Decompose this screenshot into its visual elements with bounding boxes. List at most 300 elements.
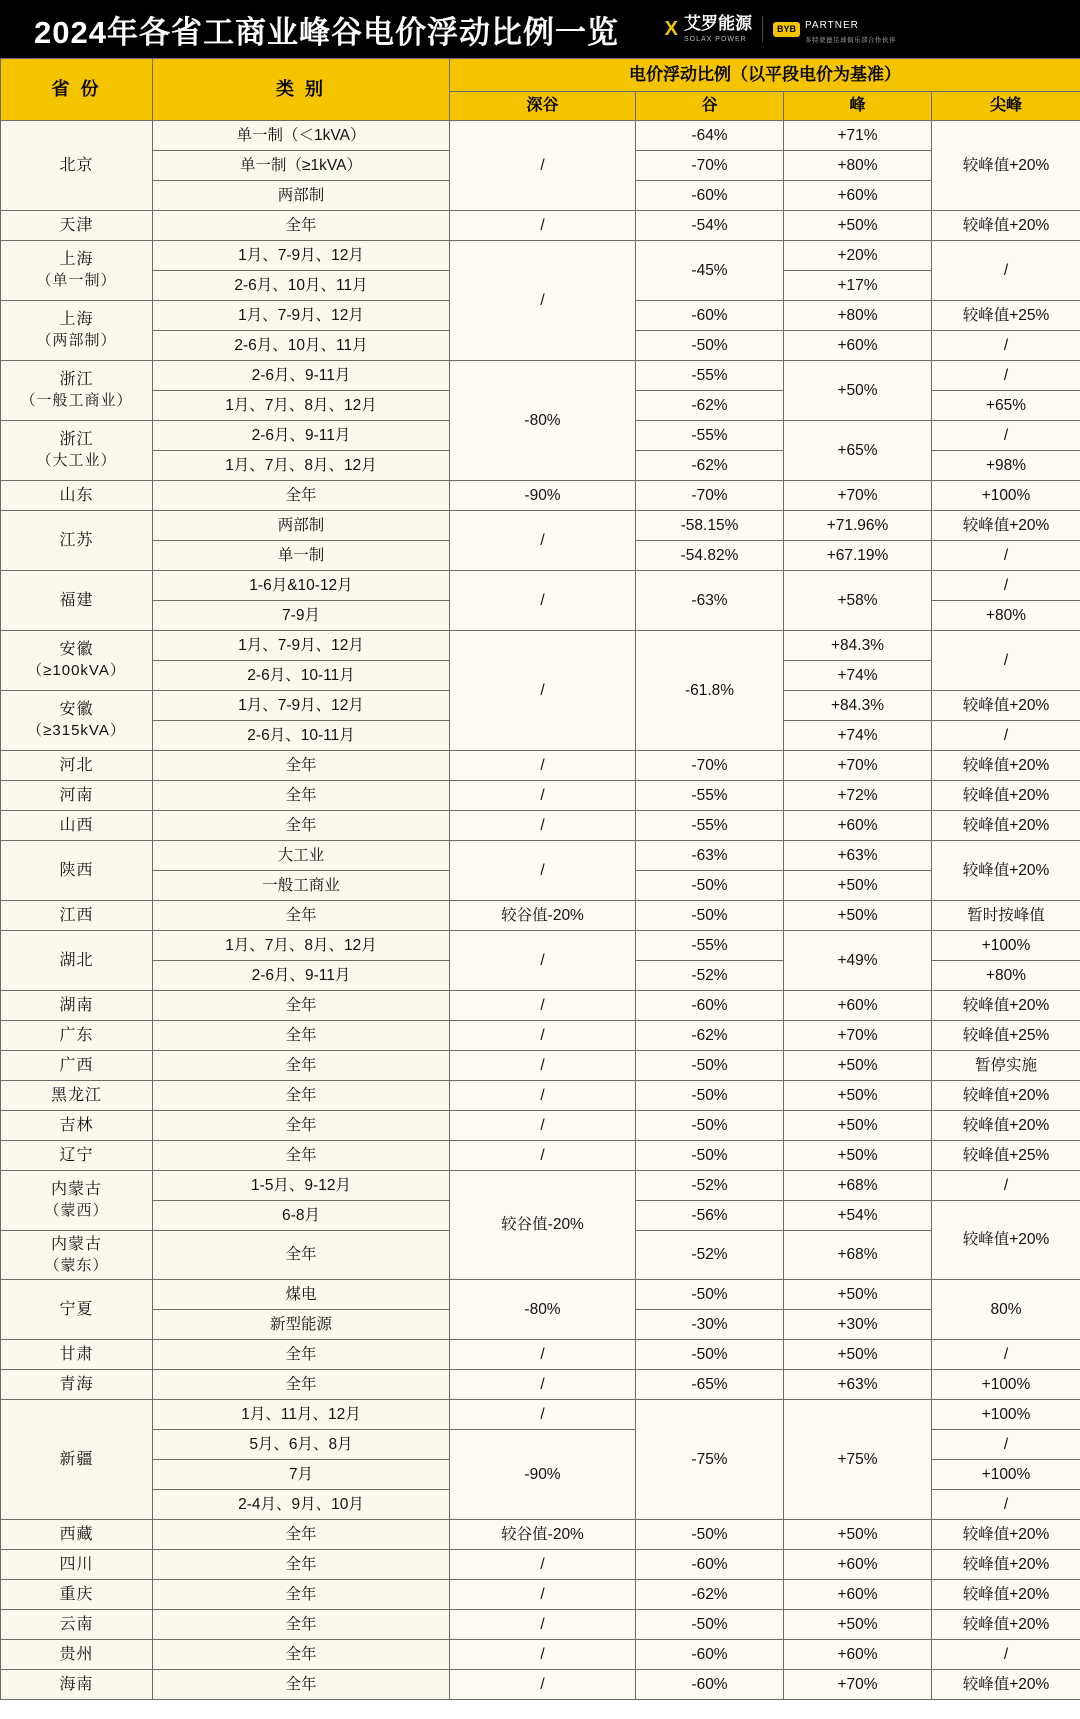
cell-category: 全年 (153, 751, 450, 781)
cell-deep-valley: / (450, 841, 636, 901)
cell-valley: -55% (636, 361, 784, 391)
cell-sharp-peak: / (932, 1490, 1080, 1520)
cell-province: 上海 （单一制） (1, 241, 153, 301)
page-title: 2024年各省工商业峰谷电价浮动比例一览 (34, 14, 619, 50)
cell-deep-valley: -80% (450, 361, 636, 481)
cell-deep-valley: -80% (450, 1280, 636, 1340)
header-sharp-peak: 尖峰 (932, 92, 1080, 121)
cell-province: 内蒙古 （蒙东） (1, 1231, 153, 1280)
cell-category: 全年 (153, 1610, 450, 1640)
cell-valley: -60% (636, 991, 784, 1021)
cell-category: 两部制 (153, 181, 450, 211)
cell-valley: -60% (636, 1550, 784, 1580)
cell-valley: -60% (636, 1640, 784, 1670)
table-body (1, 121, 1080, 1700)
cell-peak: +71.96% (784, 511, 932, 541)
cell-sharp-peak: 较峰值+20% (932, 691, 1080, 721)
cell-province: 湖北 (1, 931, 153, 991)
cell-category: 全年 (153, 481, 450, 511)
cell-category: 1月、7月、8月、12月 (153, 931, 450, 961)
cell-sharp-peak: +100% (932, 481, 1080, 511)
cell-valley: -50% (636, 1610, 784, 1640)
cell-category: 全年 (153, 1550, 450, 1580)
cell-peak: +17% (784, 271, 932, 301)
cell-deep-valley: / (450, 571, 636, 631)
cell-valley: -50% (636, 1141, 784, 1171)
cell-peak: +80% (784, 151, 932, 181)
cell-peak: +50% (784, 1111, 932, 1141)
partner-logo (773, 15, 896, 44)
cell-valley: -56% (636, 1201, 784, 1231)
table-row (1, 571, 1080, 601)
cell-deep-valley: 较谷值-20% (450, 1520, 636, 1550)
cell-valley: -62% (636, 1021, 784, 1051)
cell-deep-valley: / (450, 1580, 636, 1610)
cell-category: 全年 (153, 211, 450, 241)
cell-deep-valley: / (450, 1081, 636, 1111)
cell-sharp-peak: 较峰值+20% (932, 1550, 1080, 1580)
cell-valley: -50% (636, 1051, 784, 1081)
cell-valley: -70% (636, 151, 784, 181)
cell-sharp-peak: 较峰值+25% (932, 1021, 1080, 1051)
cell-peak: +50% (784, 1520, 932, 1550)
cell-category: 2-6月、10-11月 (153, 721, 450, 751)
cell-category: 1月、11月、12月 (153, 1400, 450, 1430)
table-row (1, 1021, 1080, 1051)
cell-valley: -62% (636, 451, 784, 481)
cell-sharp-peak: +100% (932, 1400, 1080, 1430)
cell-province: 贵州 (1, 1640, 153, 1670)
cell-valley: -50% (636, 1280, 784, 1310)
cell-peak: +74% (784, 721, 932, 751)
cell-valley: -50% (636, 1111, 784, 1141)
cell-province: 新疆 (1, 1400, 153, 1520)
cell-valley: -50% (636, 871, 784, 901)
cell-peak: +84.3% (784, 691, 932, 721)
cell-sharp-peak: +100% (932, 1460, 1080, 1490)
cell-peak: +50% (784, 1610, 932, 1640)
cell-peak: +63% (784, 841, 932, 871)
cell-peak: +63% (784, 1370, 932, 1400)
cell-category: 全年 (153, 781, 450, 811)
cell-deep-valley: -90% (450, 481, 636, 511)
cell-category: 6-8月 (153, 1201, 450, 1231)
table-row (1, 1340, 1080, 1370)
cell-category: 2-6月、9-11月 (153, 361, 450, 391)
cell-category: 全年 (153, 811, 450, 841)
cell-category: 2-6月、9-11月 (153, 421, 450, 451)
cell-sharp-peak: 较峰值+20% (932, 1081, 1080, 1111)
cell-valley: -55% (636, 781, 784, 811)
cell-sharp-peak: 较峰值+25% (932, 301, 1080, 331)
table-row (1, 1370, 1080, 1400)
cell-peak: +75% (784, 1400, 932, 1520)
cell-sharp-peak: / (932, 631, 1080, 691)
cell-province: 辽宁 (1, 1141, 153, 1171)
cell-category: 全年 (153, 1370, 450, 1400)
cell-peak: +65% (784, 421, 932, 481)
cell-province: 陕西 (1, 841, 153, 901)
cell-deep-valley: / (450, 1550, 636, 1580)
table-row (1, 1670, 1080, 1700)
cell-sharp-peak: 较峰值+20% (932, 511, 1080, 541)
cell-deep-valley: / (450, 121, 636, 211)
cell-category: 全年 (153, 1670, 450, 1700)
table-row (1, 361, 1080, 391)
table-row (1, 1051, 1080, 1081)
x-logo-icon: X (664, 18, 678, 40)
cell-category: 全年 (153, 991, 450, 1021)
cell-sharp-peak: +98% (932, 451, 1080, 481)
cell-province: 吉林 (1, 1111, 153, 1141)
cell-deep-valley: / (450, 1640, 636, 1670)
cell-sharp-peak: +65% (932, 391, 1080, 421)
cell-province: 宁夏 (1, 1280, 153, 1340)
cell-valley: -50% (636, 1520, 784, 1550)
cell-deep-valley: / (450, 1051, 636, 1081)
cell-category: 两部制 (153, 511, 450, 541)
cell-category: 1月、7-9月、12月 (153, 631, 450, 661)
cell-sharp-peak: 较峰值+20% (932, 751, 1080, 781)
header-valley: 谷 (636, 92, 784, 121)
cell-category: 大工业 (153, 841, 450, 871)
cell-province: 福建 (1, 571, 153, 631)
cell-sharp-peak: / (932, 721, 1080, 751)
cell-province: 山东 (1, 481, 153, 511)
cell-peak: +60% (784, 181, 932, 211)
cell-sharp-peak: / (932, 541, 1080, 571)
cell-sharp-peak: / (932, 421, 1080, 451)
cell-category: 全年 (153, 1051, 450, 1081)
cell-sharp-peak: 较峰值+20% (932, 1610, 1080, 1640)
cell-category: 7月 (153, 1460, 450, 1490)
solax-logo (665, 15, 752, 43)
cell-valley: -61.8% (636, 631, 784, 751)
cell-valley: -54% (636, 211, 784, 241)
cell-peak: +60% (784, 1550, 932, 1580)
table-row (1, 211, 1080, 241)
cell-category: 全年 (153, 1340, 450, 1370)
cell-valley: -54.82% (636, 541, 784, 571)
cell-peak: +50% (784, 1280, 932, 1310)
cell-peak: +58% (784, 571, 932, 631)
cell-category: 全年 (153, 1081, 450, 1111)
cell-sharp-peak: 较峰值+20% (932, 1580, 1080, 1610)
cell-peak: +67.19% (784, 541, 932, 571)
cell-province: 湖南 (1, 991, 153, 1021)
cell-province: 上海 （两部制） (1, 301, 153, 361)
cell-deep-valley: / (450, 991, 636, 1021)
partner-label: PARTNER (805, 19, 859, 31)
cell-peak: +20% (784, 241, 932, 271)
cell-peak: +70% (784, 751, 932, 781)
cell-category: 7-9月 (153, 601, 450, 631)
cell-sharp-peak: / (932, 241, 1080, 301)
cell-category: 单一制（＜1kVA） (153, 121, 450, 151)
cell-deep-valley: / (450, 811, 636, 841)
cell-valley: -50% (636, 1081, 784, 1111)
cell-deep-valley: / (450, 1400, 636, 1430)
cell-peak: +60% (784, 991, 932, 1021)
cell-peak: +60% (784, 1640, 932, 1670)
table-row (1, 1520, 1080, 1550)
header-category: 类 别 (153, 59, 450, 121)
table-row (1, 1141, 1080, 1171)
table-row (1, 511, 1080, 541)
cell-province: 安徽 （≥315kVA） (1, 691, 153, 751)
cell-sharp-peak: / (932, 1430, 1080, 1460)
cell-province: 广西 (1, 1051, 153, 1081)
cell-peak: +50% (784, 1051, 932, 1081)
table-header (1, 59, 1080, 121)
cell-province: 江西 (1, 901, 153, 931)
cell-peak: +50% (784, 361, 932, 421)
table-row (1, 901, 1080, 931)
cell-province: 西藏 (1, 1520, 153, 1550)
cell-deep-valley: / (450, 241, 636, 361)
cell-category: 全年 (153, 1111, 450, 1141)
cell-peak: +60% (784, 811, 932, 841)
cell-deep-valley: / (450, 1111, 636, 1141)
cell-valley: -52% (636, 1231, 784, 1280)
cell-valley: -45% (636, 241, 784, 301)
cell-sharp-peak: 较峰值+20% (932, 1111, 1080, 1141)
table-row (1, 1640, 1080, 1670)
cell-province: 河北 (1, 751, 153, 781)
cell-peak: +30% (784, 1310, 932, 1340)
cell-deep-valley: -90% (450, 1430, 636, 1520)
cell-category: 2-4月、9月、10月 (153, 1490, 450, 1520)
cell-sharp-peak: / (932, 1340, 1080, 1370)
cell-valley: -50% (636, 901, 784, 931)
cell-sharp-peak: +100% (932, 931, 1080, 961)
cell-peak: +60% (784, 1580, 932, 1610)
table-row (1, 1111, 1080, 1141)
cell-valley: -55% (636, 421, 784, 451)
table-row (1, 1580, 1080, 1610)
cell-valley: -52% (636, 961, 784, 991)
cell-category: 1-5月、9-12月 (153, 1171, 450, 1201)
electricity-price-table (0, 58, 1080, 1700)
cell-category: 1月、7月、8月、12月 (153, 451, 450, 481)
cell-deep-valley: / (450, 1370, 636, 1400)
cell-peak: +50% (784, 1340, 932, 1370)
cell-province: 江苏 (1, 511, 153, 571)
table-row (1, 1081, 1080, 1111)
cell-peak: +50% (784, 1081, 932, 1111)
table-row (1, 481, 1080, 511)
cell-peak: +70% (784, 1021, 932, 1051)
cell-sharp-peak: +100% (932, 1370, 1080, 1400)
cell-deep-valley: / (450, 1670, 636, 1700)
cell-valley: -55% (636, 811, 784, 841)
cell-sharp-peak: / (932, 361, 1080, 391)
cell-valley: -60% (636, 181, 784, 211)
header-group-ratio: 电价浮动比例（以平段电价为基准） (450, 59, 1080, 92)
cell-deep-valley: / (450, 1610, 636, 1640)
cell-category: 2-6月、10-11月 (153, 661, 450, 691)
cell-valley: -65% (636, 1370, 784, 1400)
cell-valley: -70% (636, 751, 784, 781)
cell-sharp-peak: / (932, 1640, 1080, 1670)
cell-province: 海南 (1, 1670, 153, 1700)
partner-sub-label: 多特蒙德足球俱乐部合作伙伴 (805, 36, 896, 44)
cell-province: 重庆 (1, 1580, 153, 1610)
cell-peak: +50% (784, 211, 932, 241)
cell-category: 1月、7月、8月、12月 (153, 391, 450, 421)
cell-peak: +70% (784, 481, 932, 511)
cell-sharp-peak: +80% (932, 961, 1080, 991)
cell-deep-valley: / (450, 1021, 636, 1051)
cell-peak: +49% (784, 931, 932, 991)
header-peak: 峰 (784, 92, 932, 121)
cell-province: 云南 (1, 1610, 153, 1640)
cell-category: 5月、6月、8月 (153, 1430, 450, 1460)
table-row (1, 1400, 1080, 1430)
cell-deep-valley: / (450, 781, 636, 811)
brand-name-en: SOLAX POWER (683, 36, 747, 43)
cell-province: 甘肃 (1, 1340, 153, 1370)
cell-peak: +50% (784, 871, 932, 901)
table-row (1, 991, 1080, 1021)
header-deep-valley: 深谷 (450, 92, 636, 121)
cell-valley: -63% (636, 841, 784, 871)
cell-category: 全年 (153, 1231, 450, 1280)
page-header (0, 0, 1080, 58)
cell-peak: +71% (784, 121, 932, 151)
cell-sharp-peak: 较峰值+25% (932, 1141, 1080, 1171)
table-row (1, 811, 1080, 841)
cell-category: 2-6月、9-11月 (153, 961, 450, 991)
cell-province: 浙江 （大工业） (1, 421, 153, 481)
cell-valley: -60% (636, 301, 784, 331)
cell-category: 全年 (153, 1640, 450, 1670)
cell-sharp-peak: +80% (932, 601, 1080, 631)
cell-deep-valley: / (450, 931, 636, 991)
table-row (1, 631, 1080, 661)
cell-peak: +68% (784, 1231, 932, 1280)
cell-category: 全年 (153, 1021, 450, 1051)
cell-category: 1月、7-9月、12月 (153, 691, 450, 721)
cell-peak: +54% (784, 1201, 932, 1231)
cell-category: 全年 (153, 1580, 450, 1610)
table-row (1, 781, 1080, 811)
cell-province: 天津 (1, 211, 153, 241)
cell-peak: +72% (784, 781, 932, 811)
cell-category: 2-6月、10月、11月 (153, 271, 450, 301)
cell-category: 全年 (153, 1520, 450, 1550)
cell-valley: -50% (636, 1340, 784, 1370)
cell-sharp-peak: 较峰值+20% (932, 781, 1080, 811)
table-row (1, 1171, 1080, 1201)
table-row (1, 241, 1080, 271)
table-row (1, 1610, 1080, 1640)
cell-sharp-peak: 较峰值+20% (932, 1201, 1080, 1280)
cell-category: 1-6月&10-12月 (153, 571, 450, 601)
cell-province: 河南 (1, 781, 153, 811)
cell-valley: -62% (636, 1580, 784, 1610)
cell-sharp-peak: 较峰值+20% (932, 121, 1080, 211)
cell-valley: -60% (636, 1670, 784, 1700)
brand-logo-group (665, 15, 1066, 44)
cell-valley: -75% (636, 1400, 784, 1520)
cell-province: 北京 (1, 121, 153, 211)
cell-category: 新型能源 (153, 1310, 450, 1340)
cell-province: 安徽 （≥100kVA） (1, 631, 153, 691)
cell-valley: -30% (636, 1310, 784, 1340)
cell-valley: -63% (636, 571, 784, 631)
logo-divider (762, 16, 763, 42)
table-row (1, 841, 1080, 871)
cell-deep-valley: / (450, 211, 636, 241)
cell-province: 内蒙古 （蒙西） (1, 1171, 153, 1231)
cell-deep-valley: / (450, 511, 636, 571)
cell-deep-valley: / (450, 751, 636, 781)
cell-province: 四川 (1, 1550, 153, 1580)
cell-peak: +70% (784, 1670, 932, 1700)
cell-deep-valley: / (450, 1141, 636, 1171)
cell-deep-valley: / (450, 1340, 636, 1370)
brand-name-cn: 艾罗能源 (683, 14, 752, 33)
cell-valley: -70% (636, 481, 784, 511)
cell-sharp-peak: / (932, 331, 1080, 361)
cell-peak: +50% (784, 901, 932, 931)
cell-category: 全年 (153, 901, 450, 931)
table-row (1, 121, 1080, 151)
header-province: 省 份 (1, 59, 153, 121)
cell-valley: -55% (636, 931, 784, 961)
cell-peak: +84.3% (784, 631, 932, 661)
table-row (1, 751, 1080, 781)
cell-peak: +80% (784, 301, 932, 331)
cell-category: 全年 (153, 1141, 450, 1171)
cell-province: 浙江 （一般工商业） (1, 361, 153, 421)
cell-valley: -50% (636, 331, 784, 361)
table-row (1, 1280, 1080, 1310)
cell-sharp-peak: 较峰值+20% (932, 991, 1080, 1021)
cell-deep-valley: / (450, 631, 636, 751)
cell-sharp-peak: 暂停实施 (932, 1051, 1080, 1081)
cell-valley: -58.15% (636, 511, 784, 541)
cell-sharp-peak: 较峰值+20% (932, 211, 1080, 241)
table-row (1, 1550, 1080, 1580)
cell-peak: +60% (784, 331, 932, 361)
cell-sharp-peak: 暂时按峰值 (932, 901, 1080, 931)
cell-province: 青海 (1, 1370, 153, 1400)
cell-province: 山西 (1, 811, 153, 841)
partner-badge-icon: BYB (773, 22, 800, 37)
cell-peak: +74% (784, 661, 932, 691)
cell-sharp-peak: / (932, 571, 1080, 601)
cell-category: 煤电 (153, 1280, 450, 1310)
cell-valley: -64% (636, 121, 784, 151)
cell-deep-valley: 较谷值-20% (450, 1171, 636, 1280)
cell-sharp-peak: / (932, 1171, 1080, 1201)
cell-sharp-peak: 较峰值+20% (932, 811, 1080, 841)
cell-peak: +68% (784, 1171, 932, 1201)
cell-valley: -52% (636, 1171, 784, 1201)
cell-deep-valley: 较谷值-20% (450, 901, 636, 931)
cell-category: 1月、7-9月、12月 (153, 301, 450, 331)
cell-valley: -62% (636, 391, 784, 421)
cell-category: 单一制（≥1kVA） (153, 151, 450, 181)
cell-province: 黑龙江 (1, 1081, 153, 1111)
cell-category: 单一制 (153, 541, 450, 571)
cell-category: 一般工商业 (153, 871, 450, 901)
cell-peak: +50% (784, 1141, 932, 1171)
cell-sharp-peak: 较峰值+20% (932, 1520, 1080, 1550)
cell-category: 2-6月、10月、11月 (153, 331, 450, 361)
